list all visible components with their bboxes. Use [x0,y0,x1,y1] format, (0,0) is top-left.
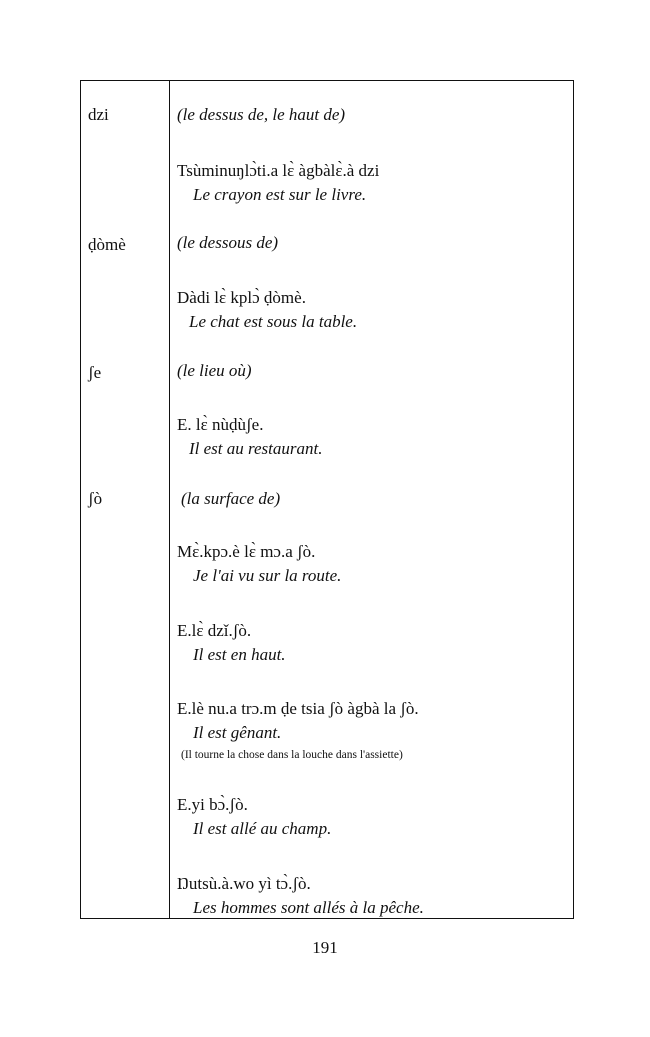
example-french: Il est au restaurant. [189,439,323,458]
gloss-dome: (le dessous de) [177,233,279,252]
term-fo: ʃò [88,489,103,508]
example-ewe: E.lè nu.a trɔ.m ḍe tsia ʃò àgbà la ʃò. [177,699,419,718]
gloss-fo: (la surface de) [181,489,281,508]
example-ewe: Mɛ̀.kpɔ.è lɛ̀ mɔ.a ʃò. [177,542,316,561]
example-ewe: E.lɛ̀ dzǐ.ʃò. [177,621,252,640]
page-number: 191 [312,938,338,957]
example-french: Les hommes sont allés à la pêche. [193,898,424,917]
column-divider [169,81,170,918]
gloss-dzi: (le dessus de, le haut de) [177,105,346,124]
example-ewe: Tsùminuŋlɔ̀ti.a lɛ̀ àgbàlɛ̀.à dzi [177,161,380,180]
example-note: (Il tourne la chose dans la louche dans l'assiette) [181,749,403,761]
example-french: Il est en haut. [193,645,286,664]
example-ewe: Ŋutsù.à.wo yì tɔ̀.ʃò. [177,874,311,893]
example-french: Il est allé au champ. [193,819,332,838]
gloss-fe: (le lieu où) [177,361,252,380]
example-french: Le chat est sous la table. [189,312,358,331]
example-french: Je l'ai vu sur la route. [193,566,342,585]
example-french: Le crayon est sur le livre. [193,185,367,204]
term-dzi: dzi [88,105,109,124]
example-ewe: E. lɛ̀ nùḍùʃe. [177,415,264,434]
example-french: Il est gênant. [193,723,282,742]
example-ewe: E.yi bɔ̀.ʃò. [177,795,248,814]
lexicon-table [80,80,574,919]
example-ewe: Dàdi lɛ̀ kplɔ̀ ḍòmè. [177,288,306,307]
term-dome: ḍòmè [88,235,126,254]
term-fe: ʃe [88,363,102,382]
